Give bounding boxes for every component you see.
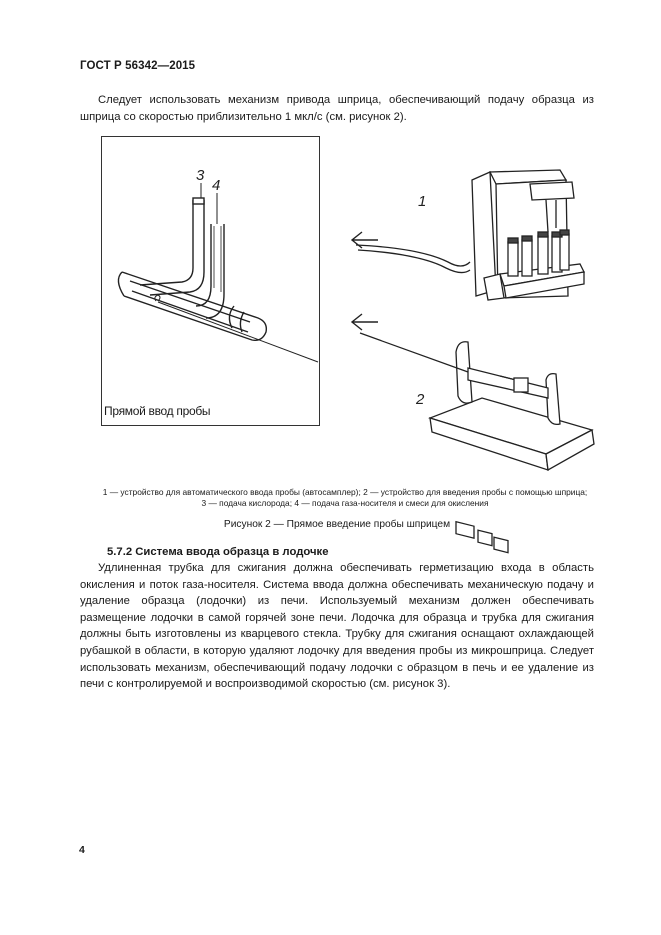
document-header: ГОСТ Р 56342—2015: [80, 60, 196, 72]
callout-3: 3: [196, 167, 205, 184]
section-heading: 5.7.2 Система ввода образца в лодочке: [107, 546, 329, 558]
section-body-paragraph: Удлиненная трубка для сжигания должна обеспечивать герметизацию входа в область окисления и поток газа-носителя. Система ввода должна обеспечивать механическую подачу и удаление образца (лодочки) из печи. Используемый механизм должен обеспечивать размещение лодочки в самой горячей зоне печи. Лодочка для образца и трубка для сжигания должны быть изготовлены из кварцевого стекла. Трубку для сжигания оснащают охлаждающей рубашкой в области, в которую удаляют лодочку для введения пробы из микрошприца. Следует использовать механизм, обеспечивающий подачу лодочки с образцом в печь и ее удаление из печи с контролируемой и воспроизводимой скоростью (см. рисунок 3).: [80, 562, 594, 691]
callout-1: 1: [418, 193, 427, 210]
callout-4: 4: [212, 177, 221, 194]
intro-paragraph: Следует использовать механизм привода шприца, обеспечивающий подачу образца из шприца со скоростью приблизительно 1 мкл/с (см. рисунок 2).: [80, 94, 594, 123]
figure-legend-line-1: 1 — устройство для автоматического ввода пробы (автосамплер); 2 — устройство для введения пробы с помощью шприца;: [102, 487, 588, 497]
page-number: 4: [79, 844, 85, 856]
figure-legend-line-2: 3 — подача кислорода; 4 — подача газа-носителя и смеси для окисления: [201, 498, 489, 508]
callout-2: 2: [416, 391, 425, 408]
figure-caption: Рисунок 2 — Прямое введение пробы шприцем: [223, 519, 451, 530]
inset-label: Прямой ввод пробы: [104, 404, 211, 418]
combustion-tube-drawing: [118, 198, 318, 362]
arrow-syringe-icon: [352, 314, 378, 330]
autosampler-drawing: [356, 170, 584, 300]
